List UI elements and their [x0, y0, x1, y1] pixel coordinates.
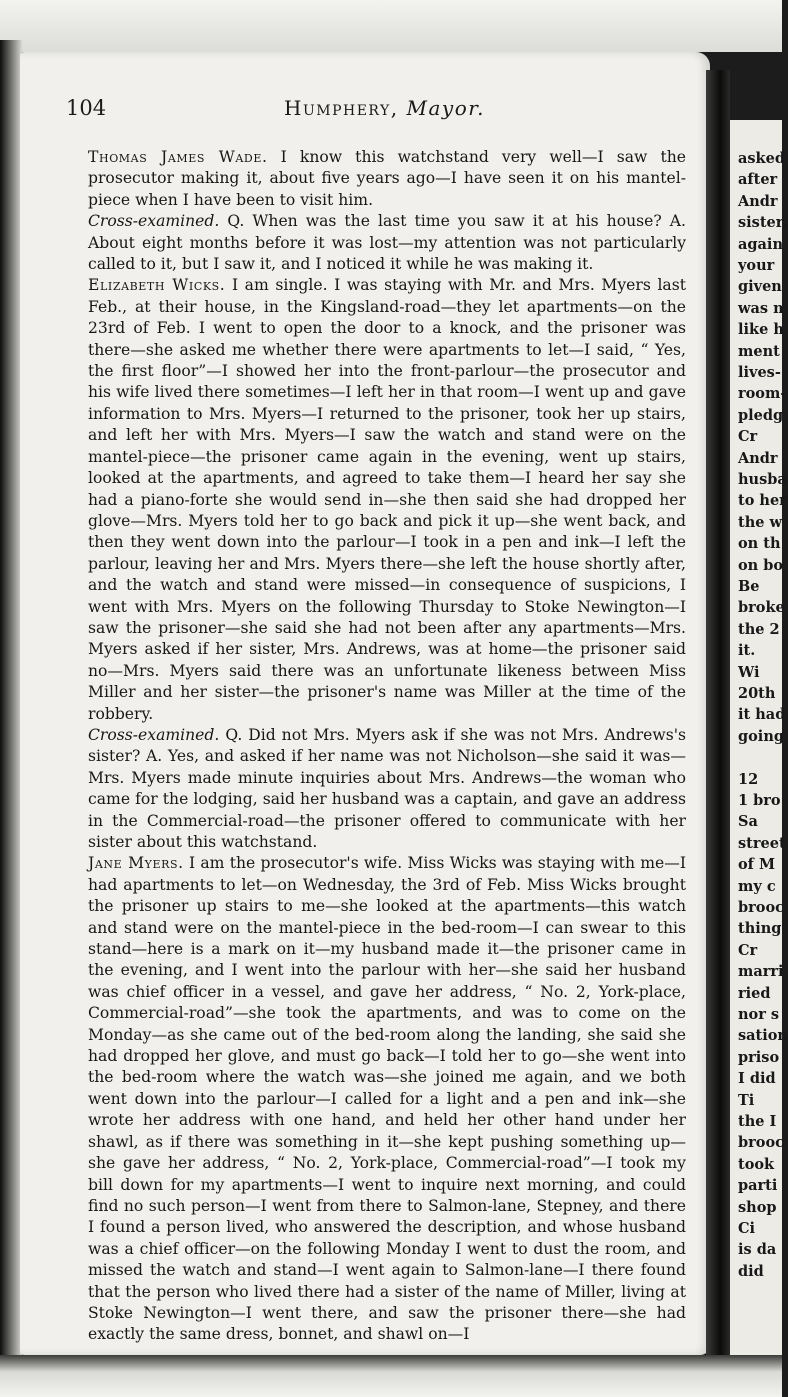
facing-page-line: like h: [738, 321, 784, 339]
facing-page-line: lives-: [738, 364, 781, 381]
facing-page-line: Wi: [738, 663, 760, 681]
testimony-text: I am single. I was staying with Mr. and Mrs. Myers last Feb., at their house, in the Kingsland-road—they let apartments—on the 23rd of Feb. I went to open the door to a knock, and the prisoner was there—she asked me whether there were apartments to let—I said, “ Yes, the first floor”—I showed her into the front-parlour—the prosecutor and his wife lived there sometimes—I left her in that room—I went up and gave information to Mrs. Myers—I returned to the prisoner, took her up stairs, and left her with Mrs. Myers—I saw the watch and stand were on the mantel-piece—the prisoner came again in the evening, went up stairs, looked at the apartments, and agreed to take them—I heard her say she had a piano-forte she would send in—she then said she had dropped her glove—Mrs. Myers told her to go back and pick it up—she went back, and then they went down into the parlour—I took in a pen and ink—I left the parlour, leaving her and Mrs. Myers there—she left the house shortly after, and the watch and stand were missed—in consequence of suspicions, I went with Mrs. Myers on the following Thursday to Stoke Newington—I saw the prisoner—she said she had not been after any apartments—Mrs. Myers asked if her sister, Mrs. Andrews, was at home—the prisoner said no—Mrs. Myers said there was an unfortunate likeness between Miss Miller and her sister—the prisoner's name was Miller at the time of the robbery.: [88, 276, 686, 723]
page-number: 104: [66, 96, 107, 120]
facing-page-line: 12: [738, 770, 759, 788]
facing-page-line: 1 bro: [738, 792, 781, 809]
facing-page-line: marri: [738, 963, 784, 981]
facing-page-line: on th: [738, 535, 781, 553]
cross-examined-label: Cross-examined.: [88, 725, 220, 744]
facing-page-line: sister,: [738, 214, 788, 232]
facing-page-line: asked: [738, 150, 785, 167]
paragraph-cross-examined-wicks: [88, 725, 686, 853]
facing-page-line: Andr: [738, 192, 778, 210]
speaker-name: Elizabeth Wicks.: [88, 276, 226, 295]
facing-page-line: the w: [738, 513, 782, 531]
testimony-text: Q. Did not Mrs. Myers ask if she was not Mrs. Andrews's sister? A. Yes, and asked if her name was not Nicholson—she said it was—Mrs. Myers made minute inquiries about Mrs. Andrews—the woman who came for the lodging, said her husband was a captain, and gave an address in the Commercial-road—the prisoner offered to communicate with her sister about this watchstand.: [88, 725, 686, 851]
facing-page-line: given: [738, 278, 782, 296]
scan-bottom-margin: [0, 1355, 782, 1397]
facing-page-line: Cr: [738, 941, 758, 959]
facing-page-line: broke: [738, 599, 785, 617]
paragraph-myers: [88, 853, 686, 1345]
cross-examined-label: Cross-examined.: [88, 212, 220, 231]
facing-page-line: husba: [738, 471, 787, 488]
speaker-name: Thomas James Wade.: [88, 148, 268, 166]
facing-page-line: priso: [738, 1048, 780, 1066]
scan-left-edge: [0, 40, 22, 1360]
facing-page-line: brooc: [738, 1134, 784, 1152]
facing-page-line: it had: [738, 706, 786, 724]
paragraph-wicks: [88, 275, 686, 725]
facing-page-line: it.: [738, 642, 756, 660]
running-head-title: Mayor.: [406, 96, 485, 120]
facing-page-line: brooc: [738, 899, 784, 916]
facing-page-line: nor s: [738, 1006, 780, 1023]
facing-page-line: your: [738, 257, 775, 274]
facing-page-line: pledg: [738, 406, 784, 424]
facing-page-line: on bo: [738, 556, 784, 574]
running-head-name: Humphery,: [284, 96, 399, 120]
facing-page-line: shop: [738, 1198, 777, 1216]
paragraph-wade: [88, 147, 686, 211]
facing-page-line: I did: [738, 1070, 776, 1088]
facing-page-line: my c: [738, 877, 776, 895]
testimony-text: I know this watchstand very well—I saw the prosecutor making it, about five years ago—I have seen it on his mantel-piece when I have been to visit him.: [88, 148, 686, 209]
facing-page-line: Be: [738, 578, 760, 595]
facing-page-line: again: [738, 235, 783, 253]
facing-page-line: Sa: [738, 813, 758, 831]
testimony-text: I am the prosecutor's wife. Miss Wicks was staying with me—I had apartments to let—on Wednesday, the 3rd of Feb. Miss Wicks brought the prisoner up stairs to me—she looked at the apartments—this watch and stand were on the mantel-piece in the bed-room—I can swear to this stand—here is a mark on it—my husband made it—the prisoner came in the evening, and I went into the parlour with her—she said her husband was chief officer in a vessel, and gave her address, “ No. 2, York-place, Commercial-road”—she took the apartments, and was to come on the Monday—as she came out of the bed-room along the landing, she said she had dropped her glove, and must go back—I told her to go—she went into the bed-room where the watch was—she joined me again, and we both went down into the parlour—I called for a light and a pen and ink—she wrote her address with one hand, and held her other hand under her shawl, as if there was something in it—she kept pushing something up—she gave her address, “ No. 2, York-place, Commercial-road”—I took my bill down for my apartments—I went to inquire next morning, and could find no such person—I went from there to Salmon-lane, Stepney, and there I found a person lived, who answered the description, and whose husband was a chief officer—on the following Monday I went to dust the room, and missed the watch and stand—I went again to Salmon-lane—I there found that the person who lived there had a sister of the name of Miller, living at Stoke Newington—I went there, and saw the prisoner there—she had exactly the same dress, bonnet, and shawl on—I: [88, 854, 686, 1344]
facing-page-line: to her: [738, 492, 787, 510]
facing-page-line: ment: [738, 342, 780, 360]
testimony-text: Q. When was the last time you saw it at his house? A. About eight months before it was lost—my attention was not particularly called to it, but I saw it, and I noticed it while he was making it.: [88, 212, 686, 274]
facing-page-line: going: [738, 727, 784, 745]
facing-page-line: thing: [738, 920, 782, 938]
facing-page-line: Cr: [738, 428, 758, 446]
facing-page-line: took: [738, 1155, 775, 1173]
scan-top-margin: [0, 0, 782, 52]
page-header: [48, 96, 688, 124]
running-head: [284, 96, 485, 120]
facing-page-line: ried: [738, 984, 771, 1002]
facing-page-line: Andr: [738, 449, 778, 467]
facing-page-line: street: [738, 834, 786, 852]
facing-page-line: of M: [738, 856, 776, 874]
facing-page-line: 20th: [738, 685, 776, 702]
facing-page-line: room-: [738, 385, 787, 403]
facing-page-line: Ci: [738, 1220, 756, 1237]
paragraph-cross-examined-wade: [88, 211, 686, 275]
facing-page-line: the I: [738, 1113, 777, 1130]
facing-page-fragment: [730, 120, 788, 1355]
facing-page-line: the 2: [738, 620, 780, 638]
facing-page-line: is da: [738, 1241, 777, 1259]
speaker-name: Jane Myers.: [88, 854, 184, 873]
facing-page-line: sation: [738, 1027, 788, 1045]
facing-page-line: was n: [738, 299, 784, 317]
facing-page-line: Ti: [738, 1091, 755, 1109]
facing-page-line: did: [738, 1262, 764, 1280]
book-gutter: [706, 70, 730, 1360]
facing-page-line: after: [738, 171, 778, 189]
facing-page-line: parti: [738, 1177, 778, 1195]
page-body: [88, 147, 686, 1346]
